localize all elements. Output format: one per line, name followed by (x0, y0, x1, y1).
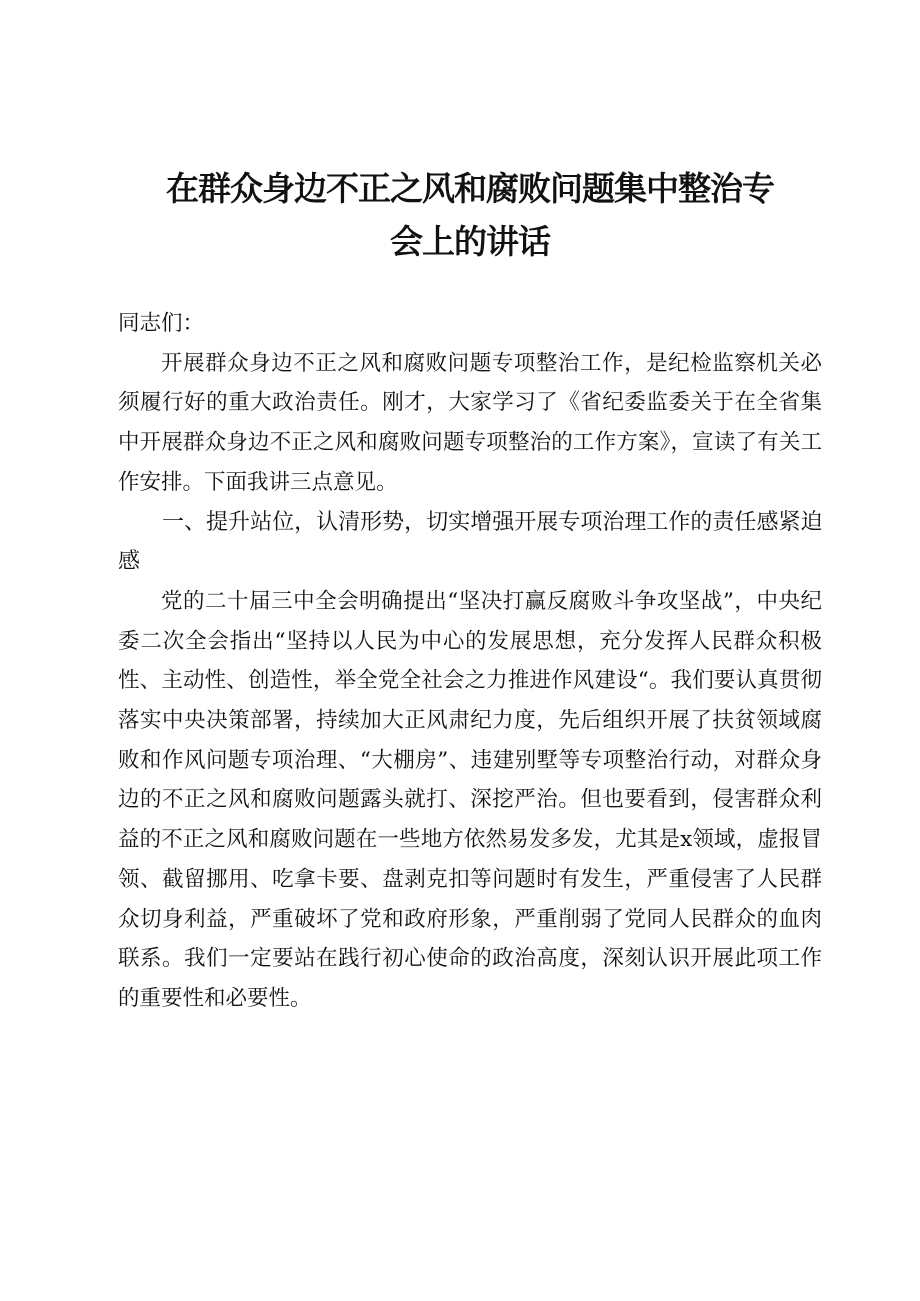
salutation: 同志们： (118, 311, 205, 336)
section-heading-1: 一、提升站位，认清形势，切实增强开展专项治理工作的责任感紧迫感 (118, 509, 822, 575)
paragraph-intro: 开展群众身边不正之风和腐败问题专项整治工作，是纪检监察机关必须履行好的重大政治责任。刚才，大家学习了《省纪委监委关于在全省集中开展群众身边不正之风和腐败问题专项整治的工作方案》，宣读了有关工作安排。下面我讲三点意见。 (118, 350, 822, 495)
document-body (118, 304, 822, 1019)
title-line-1: 在群众身边不正之风和腐败问题集中整治专 (166, 169, 774, 208)
title-line-2: 会上的讲话 (390, 222, 550, 261)
paragraph-situation: 党的二十届三中全会明确提出“坚决打赢反腐败斗争攻坚战”，中央纪委二次全会指出“坚持以人民为中心的发展思想，充分发挥人民群众积极性、主动性、创造性，举全党全社会之力推进作风建设“。我们要认真贯彻落实中央决策部署，持续加大正风肃纪力度，先后组织开展了扶贫领域腐败和作风问题专项治理、“大棚房”、违建别墅等专项整治行动，对群众身边的不正之风和腐败问题露头就打、深挖严治。但也要看到，侵害群众利益的不正之风和腐败问题在一些地方依然易发多发，尤其是x领域，虚报冒领、截留挪用、吃拿卡要、盘剥克扣等问题时有发生，严重侵害了人民群众切身利益，严重破坏了党和政府形象，严重削弱了党同人民群众的血肉联系。我们一定要站在践行初心使命的政治高度，深刻认识开展此项工作的重要性和必要性。 (118, 588, 822, 1011)
document-title (118, 162, 822, 268)
